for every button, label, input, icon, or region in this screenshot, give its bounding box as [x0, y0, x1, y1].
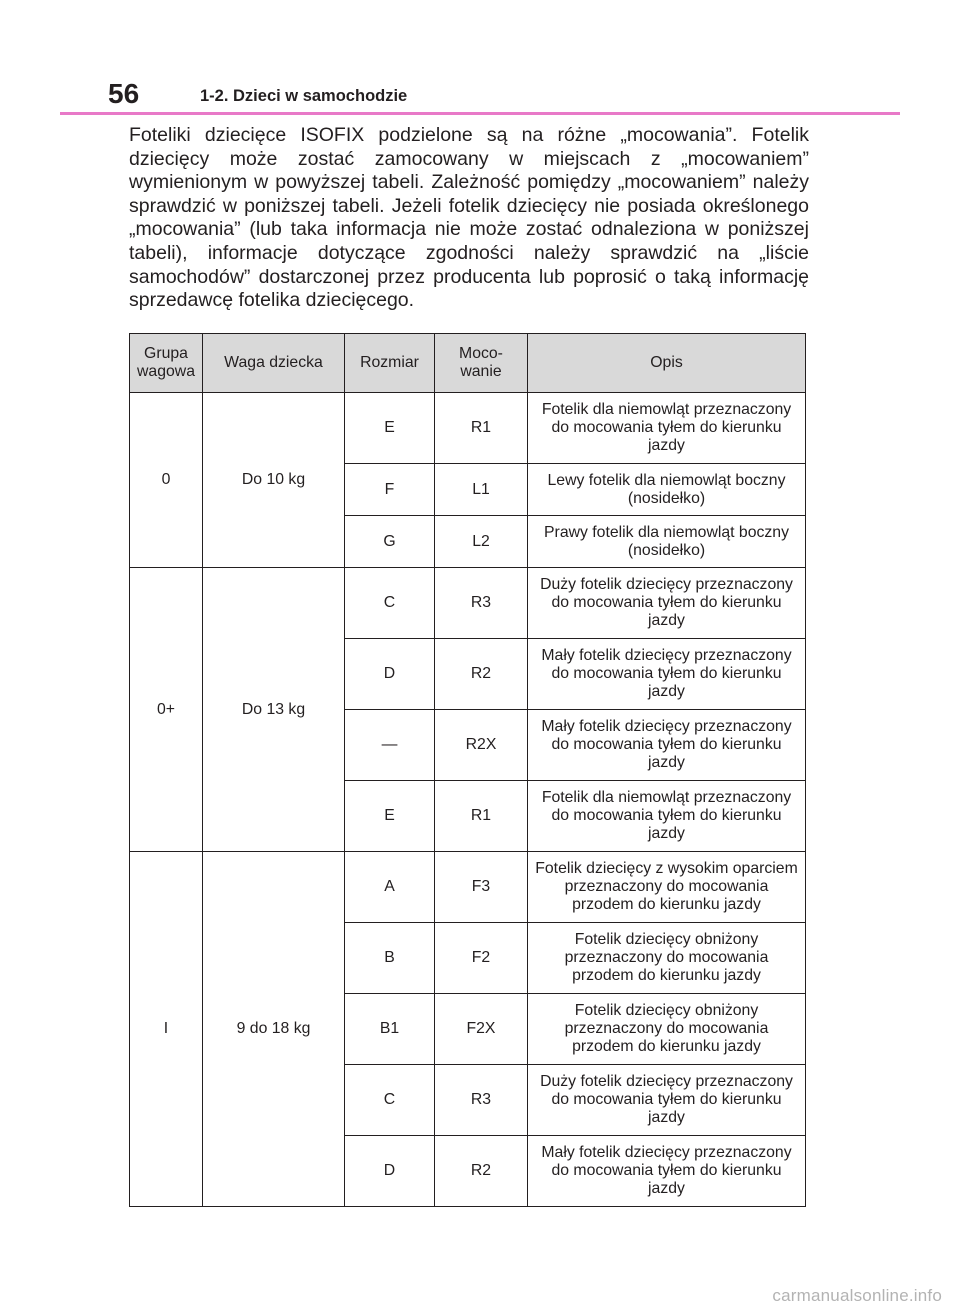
size-cell: B1: [345, 994, 435, 1065]
header-divider: [60, 112, 900, 115]
header-group: Grupa wagowa: [130, 334, 203, 393]
group-cell: 0+: [130, 568, 203, 852]
size-cell: B: [345, 923, 435, 994]
body-paragraph: Foteliki dziecięce ISOFIX podzielone są na różne „mocowania”. Fotelik dziecięcy może zostać zamocowany w miejscach z „mocowaniem” wymienionym w powyższej tabeli. Zależność pomiędzy „mocowaniem” należy sprawdzić w poniższej tabeli. Jeżeli fotelik dziecięcy nie posiada określonego „mocowania” (lub taka informacja nie może zostać odnaleziona w poniższej tabeli), informacje dotyczące zgodności należy sprawdzić na „liście samochodów” dostarczonej przez producenta lub poprosić o taką informację sprzedawcę fotelika dziecięcego.: [129, 124, 809, 312]
description-cell: Prawy fotelik dla niemowląt boczny (nosidełko): [528, 516, 806, 568]
weight-cell: 9 do 18 kg: [203, 852, 345, 1207]
description-cell: Duży fotelik dziecięcy przeznaczony do mocowania tyłem do kierunku jazdy: [528, 1065, 806, 1136]
size-cell: E: [345, 393, 435, 464]
header-size: Rozmiar: [345, 334, 435, 393]
size-cell: D: [345, 1136, 435, 1207]
size-cell: F: [345, 464, 435, 516]
description-cell: Mały fotelik dziecięcy przeznaczony do mocowania tyłem do kierunku jazdy: [528, 710, 806, 781]
size-cell: C: [345, 568, 435, 639]
description-cell: Fotelik dla niemowląt przeznaczony do mocowania tyłem do kierunku jazdy: [528, 781, 806, 852]
description-cell: Mały fotelik dziecięcy przeznaczony do mocowania tyłem do kierunku jazdy: [528, 1136, 806, 1207]
weight-cell: Do 13 kg: [203, 568, 345, 852]
description-cell: Lewy fotelik dla niemowląt boczny (nosidełko): [528, 464, 806, 516]
fixture-cell: F3: [435, 852, 528, 923]
description-cell: Fotelik dziecięcy obniżony przeznaczony do mocowania przodem do kierunku jazdy: [528, 994, 806, 1065]
page-number: 56: [108, 78, 140, 109]
size-cell: E: [345, 781, 435, 852]
group-cell: 0: [130, 393, 203, 568]
isofix-table-container: [129, 333, 806, 1207]
fixture-cell: F2: [435, 923, 528, 994]
header-fixture: Moco- wanie: [435, 334, 528, 393]
fixture-cell: L2: [435, 516, 528, 568]
description-cell: Fotelik dziecięcy obniżony przeznaczony do mocowania przodem do kierunku jazdy: [528, 923, 806, 994]
fixture-cell: F2X: [435, 994, 528, 1065]
fixture-cell: R3: [435, 568, 528, 639]
description-cell: Fotelik dziecięcy z wysokim oparciem przeznaczony do mocowania przodem do kierunku jazdy: [528, 852, 806, 923]
description-cell: Fotelik dla niemowląt przeznaczony do mocowania tyłem do kierunku jazdy: [528, 393, 806, 464]
description-cell: Mały fotelik dziecięcy przeznaczony do mocowania tyłem do kierunku jazdy: [528, 639, 806, 710]
fixture-cell: R2X: [435, 710, 528, 781]
fixture-cell: R1: [435, 781, 528, 852]
group-cell: I: [130, 852, 203, 1207]
table-row: [130, 852, 806, 923]
size-cell: A: [345, 852, 435, 923]
fixture-cell: L1: [435, 464, 528, 516]
size-cell: G: [345, 516, 435, 568]
fixture-cell: R2: [435, 1136, 528, 1207]
size-cell: —: [345, 710, 435, 781]
table-header-row: [130, 334, 806, 393]
header-weight: Waga dziecka: [203, 334, 345, 393]
description-cell: Duży fotelik dziecięcy przeznaczony do mocowania tyłem do kierunku jazdy: [528, 568, 806, 639]
table-row: [130, 568, 806, 639]
watermark-text: carmanualsonline.info: [772, 1286, 942, 1305]
table-row: [130, 393, 806, 464]
isofix-fixture-table: [129, 333, 806, 1207]
size-cell: C: [345, 1065, 435, 1136]
page-header: [60, 74, 900, 116]
section-title: 1-2. Dzieci w samochodzie: [200, 87, 408, 105]
weight-cell: Do 10 kg: [203, 393, 345, 568]
fixture-cell: R3: [435, 1065, 528, 1136]
fixture-cell: R1: [435, 393, 528, 464]
size-cell: D: [345, 639, 435, 710]
fixture-cell: R2: [435, 639, 528, 710]
header-description: Opis: [528, 334, 806, 393]
